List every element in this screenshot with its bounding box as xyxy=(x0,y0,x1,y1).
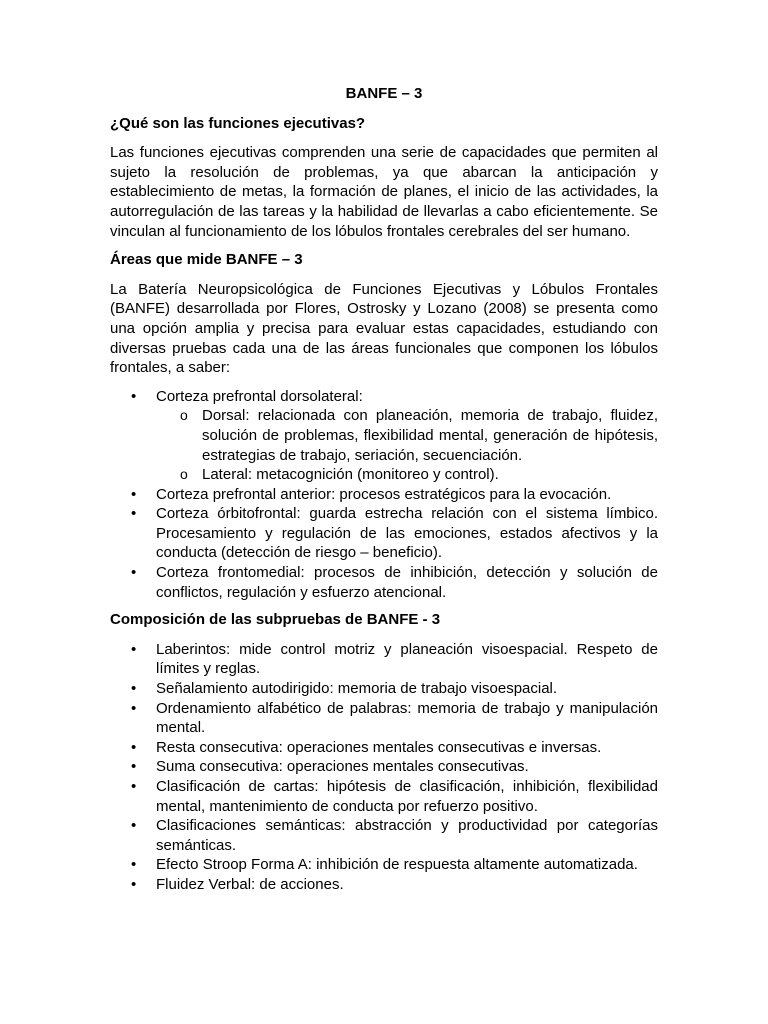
list-item: • Laberintos: mide control motriz y planeación visoespacial. Respeto de límites y reglas. xyxy=(156,640,658,679)
list-item-text: Corteza prefrontal dorsolateral: xyxy=(156,387,363,405)
section-heading-areas: Áreas que mide BANFE – 3 xyxy=(110,251,303,269)
areas-list xyxy=(110,387,658,603)
list-item: • Clasificación de cartas: hipótesis de clasificación, inhibición, flexibilidad mental, mantenimiento de conducta por refuerzo positivo. xyxy=(156,777,658,816)
paragraph-areas: La Batería Neuropsicológica de Funciones Ejecutivas y Lóbulos Frontales (BANFE) desarrollada por Flores, Ostrosky y Lozano (2008) se presenta como una opción amplia y precisa para evaluar estas capacidades, estudiando con diversas pruebas cada una de las áreas funcionales que componen los lóbulos frontales, a saber: xyxy=(110,280,658,377)
list-item-frontomedial: • Corteza frontomedial: procesos de inhibición, detección y solución de conflictos, regulación y esfuerzo atencional. xyxy=(156,563,658,602)
sub-item-lateral: o Lateral: metacognición (monitoreo y control). xyxy=(202,465,658,485)
subpruebas-list xyxy=(110,640,658,895)
list-item-dorsolateral xyxy=(156,387,658,485)
list-item: • Suma consecutiva: operaciones mentales consecutivas. xyxy=(156,757,658,777)
document-title: BANFE – 3 xyxy=(345,85,423,102)
sub-item-dorsal: o Dorsal: relacionada con planeación, memoria de trabajo, fluidez, solución de problemas, flexibilidad mental, generación de hipótesis, estrategias de trabajo, seriación, secuenciación. xyxy=(202,406,658,465)
dorsolateral-sublist xyxy=(156,406,658,484)
list-item-anterior: • Corteza prefrontal anterior: procesos estratégicos para la evocación. xyxy=(156,485,658,505)
section-heading-subpruebas: Composición de las subpruebas de BANFE - 3 xyxy=(110,611,441,629)
list-item: • Señalamiento autodirigido: memoria de trabajo visoespacial. xyxy=(156,679,658,699)
section-heading-funciones: ¿Qué son las funciones ejecutivas? xyxy=(110,114,366,132)
list-item-orbitofrontal: • Corteza órbitofrontal: guarda estrecha relación con el sistema límbico. Procesamiento y regulación de las emociones, estados afectivos y la conducta (detección de riesgo – beneficio). xyxy=(156,504,658,563)
list-item: • Efecto Stroop Forma A: inhibición de respuesta altamente automatizada. xyxy=(156,855,658,875)
paragraph-funciones: Las funciones ejecutivas comprenden una serie de capacidades que permiten al sujeto la resolución de problemas, ya que abarcan la anticipación y establecimiento de metas, la formación de planes, el inicio de las actividades, la autorregulación de las tareas y la habilidad de llevarlas a cabo eficientemente. Se vinculan al funcionamiento de los lóbulos frontales cerebrales del ser humano. xyxy=(110,144,658,240)
list-item: • Ordenamiento alfabético de palabras: memoria de trabajo y manipulación mental. xyxy=(156,699,658,738)
list-item: • Clasificaciones semánticas: abstracción y productividad por categorías semánticas. xyxy=(156,816,658,855)
list-item: • Resta consecutiva: operaciones mentales consecutivas e inversas. xyxy=(156,738,658,758)
list-item: • Fluidez Verbal: de acciones. xyxy=(156,875,658,895)
